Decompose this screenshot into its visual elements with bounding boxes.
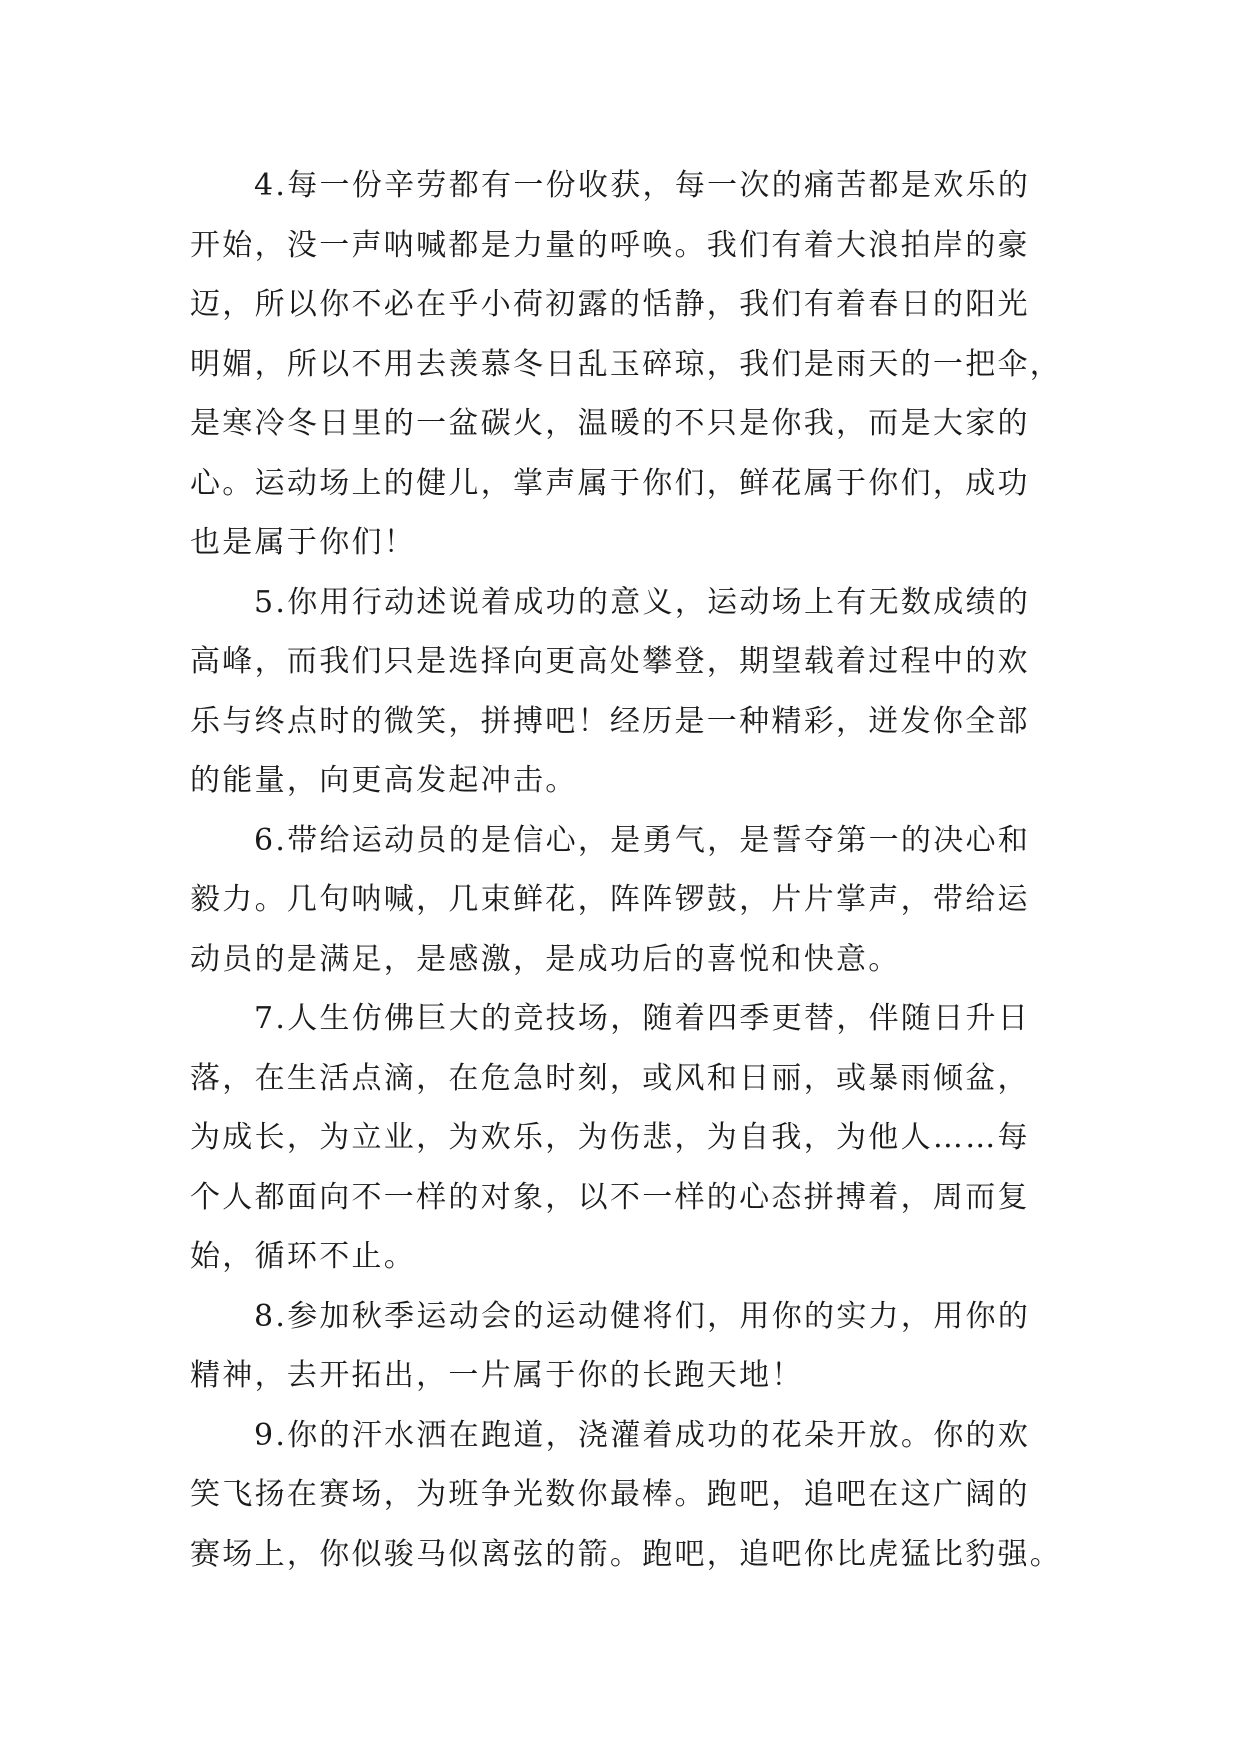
text-line: 开始，没一声呐喊都是力量的呼唤。我们有着大浪拍岸的豪 (190, 227, 1030, 263)
text-line: 高峰，而我们只是选择向更高处攀登，期望载着过程中的欢 (190, 644, 1030, 679)
text-line: 9.你的汗水洒在跑道，浇灌着成功的花朵开放。你的欢 (254, 1417, 1031, 1453)
text-line: 心。运动场上的健儿，掌声属于你们，鲜花属于你们，成功 (190, 465, 1030, 501)
text-line: 的能量，向更高发起冲击。 (190, 763, 578, 798)
text-line: 乐与终点时的微笑，拼搏吧！经历是一种精彩，迸发你全部 (190, 703, 1030, 739)
text-line: 明媚，所以不用去羡慕冬日乱玉碎琼，我们是雨天的一把伞， (190, 346, 1063, 382)
text-line: 迈，所以你不必在乎小荷初露的恬静，我们有着春日的阳光 (190, 287, 1030, 322)
text-line: 4.每一份辛劳都有一份收获，每一次的痛苦都是欢乐的 (254, 168, 1031, 203)
text-line: 动员的是满足，是感激，是成功后的喜悦和快意。 (190, 941, 901, 977)
paragraph-5 (190, 573, 1070, 811)
paragraph-7 (190, 989, 1070, 1287)
text-line: 精神，去开拓出，一片属于你的长跑天地！ (190, 1358, 804, 1393)
text-line: 始，循环不止。 (190, 1239, 417, 1274)
text-line: 个人都面向不一样的对象，以不一样的心态拼搏着，周而复 (190, 1179, 1030, 1215)
text-line: 是寒冷冬日里的一盆碳火，温暖的不只是你我，而是大家的 (190, 406, 1030, 441)
paragraph-8 (190, 1287, 1070, 1406)
text-line: 8.参加秋季运动会的运动健将们，用你的实力，用你的 (254, 1298, 1031, 1334)
text-line: 笑飞扬在赛场，为班争光数你最棒。跑吧，追吧在这广阔的 (190, 1477, 1030, 1512)
paragraph-6 (190, 811, 1070, 990)
text-line: 也是属于你们！ (190, 525, 417, 560)
document-body (190, 156, 1070, 1584)
text-line: 落，在生活点滴，在危急时刻，或风和日丽，或暴雨倾盆， (190, 1060, 1030, 1096)
text-line: 赛场上，你似骏马似离弦的箭。跑吧，追吧你比虎猛比豹强。 (190, 1536, 1063, 1572)
paragraph-9 (190, 1406, 1070, 1585)
text-line: 毅力。几句呐喊，几束鲜花，阵阵锣鼓，片片掌声，带给运 (190, 882, 1030, 917)
text-line: 为成长，为立业，为欢乐，为伤悲，为自我，为他人……每 (190, 1120, 1030, 1155)
paragraph-4 (190, 156, 1070, 573)
text-line: 7.人生仿佛巨大的竞技场，随着四季更替，伴随日升日 (254, 1001, 1031, 1036)
text-line: 5.你用行动述说着成功的意义，运动场上有无数成绩的 (254, 584, 1031, 620)
text-line: 6.带给运动员的是信心，是勇气，是誓夺第一的决心和 (254, 822, 1031, 858)
